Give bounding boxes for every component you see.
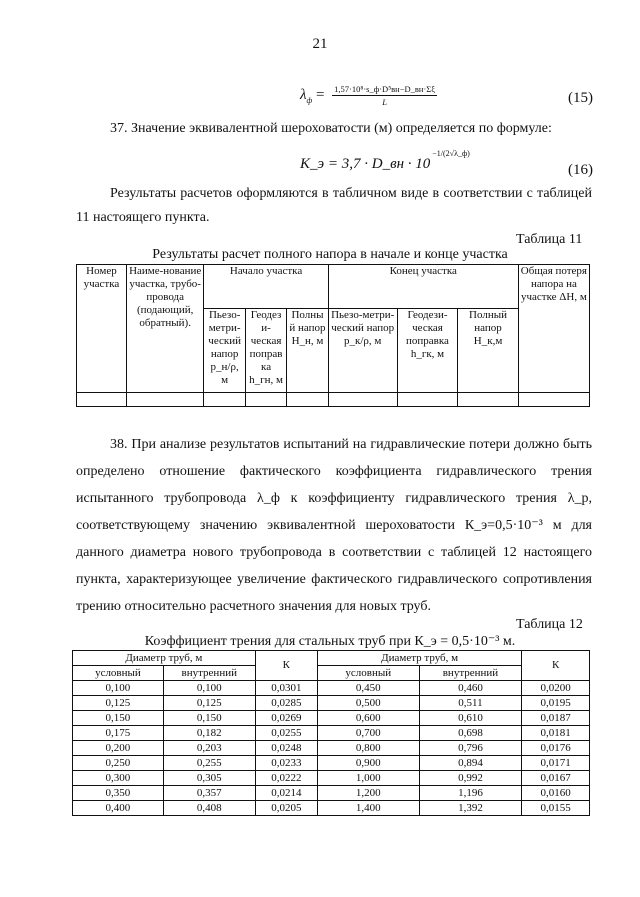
t11-start-piezo: Пьезо-метри-ческий напор p_н/ρ, м (204, 309, 245, 393)
table-cell: 0,357 (163, 786, 255, 801)
paragraph-38-line7: трению относительно расчетного значения для новых труб. (76, 599, 431, 614)
table-cell: 0,200 (73, 741, 164, 756)
t12-header-k-right: К (522, 651, 590, 681)
t11-header-number: Номер участка (77, 265, 127, 393)
t12-header-inner-right: внутренний (419, 666, 522, 681)
table-cell: 0,0167 (522, 771, 590, 786)
table-cell: 0,400 (73, 801, 164, 816)
t12-header-nominal-left: условный (73, 666, 164, 681)
t11-header-start: Начало участка (204, 265, 328, 309)
table-cell: 0,450 (317, 681, 419, 696)
table-12 (72, 650, 590, 816)
table-cell: 0,125 (163, 696, 255, 711)
t11-empty-row (77, 393, 590, 407)
table-row (73, 756, 590, 771)
table-cell: 0,408 (163, 801, 255, 816)
t12-header-nominal-right: условный (317, 666, 419, 681)
formula-15-lhs: λ (300, 86, 307, 103)
table-cell: 0,350 (73, 786, 164, 801)
table-cell: 0,0301 (255, 681, 317, 696)
t11-header-total: Общая потеря напора на участке ΔH, м (518, 265, 589, 393)
table-cell: 0,511 (419, 696, 522, 711)
table-cell: 0,610 (419, 711, 522, 726)
table-row (73, 726, 590, 741)
table-row (73, 696, 590, 711)
formula-15-numerator: 1,57·10⁸·s_ф·D⁵вн−D_вн·Σξ (334, 84, 436, 94)
t12-header-k-left: К (255, 651, 317, 681)
table-cell: 1,400 (317, 801, 419, 816)
page-number: 21 (312, 36, 328, 52)
formula-15-number: (15) (568, 90, 593, 106)
table-cell: 0,203 (163, 741, 255, 756)
table-cell: 1,196 (419, 786, 522, 801)
paragraph-38-line3: испытанного трубопровода λ_ф к коэффициенту гидравлического трения λ_р, (76, 491, 592, 506)
paragraph-38-line4: соответствующему значению эквивалентной шероховатости К_э=0,5·10⁻³ м для (76, 518, 592, 533)
paragraph-37: 37. Значение эквивалентной шероховатости (м) определяется по формуле: (110, 121, 552, 136)
table-cell: 0,0205 (255, 801, 317, 816)
table-cell: 1,392 (419, 801, 522, 816)
table-cell: 0,894 (419, 756, 522, 771)
table-cell: 0,0187 (522, 711, 590, 726)
t11-header-end: Конец участка (328, 265, 518, 309)
table-cell: 0,0160 (522, 786, 590, 801)
table-cell: 0,800 (317, 741, 419, 756)
table-cell: 0,992 (419, 771, 522, 786)
table-cell: 0,900 (317, 756, 419, 771)
table-cell: ф (306, 95, 313, 105)
table-cell: 0,0200 (522, 681, 590, 696)
table-cell: 0,0171 (522, 756, 590, 771)
paragraph-38-line2: определено отношение фактического коэффициента гидравлического трения (76, 464, 592, 479)
table-cell: 0,0255 (255, 726, 317, 741)
table-cell: 0,182 (163, 726, 255, 741)
formula-15-denominator: L (382, 97, 387, 107)
formula-16-number: (16) (568, 162, 593, 178)
formula-15-fraction (332, 84, 437, 107)
table-cell: 0,100 (73, 681, 164, 696)
t11-end-piezo: Пьезо-метри-ческий напор p_к/ρ, м (328, 309, 397, 393)
table-cell: 0,698 (419, 726, 522, 741)
t11-header-name: Наиме-нование участка, трубо-провода (подающий, обратный). (126, 265, 204, 393)
table-row (73, 801, 590, 816)
t11-start-full: Полны й напор H_н, м (287, 309, 328, 393)
table-cell: 0,300 (73, 771, 164, 786)
table-11-label: Таблица 11 (516, 232, 583, 247)
table-row (73, 681, 590, 696)
table-cell: 0,0155 (522, 801, 590, 816)
table-cell: 0,600 (317, 711, 419, 726)
table-cell: 0,175 (73, 726, 164, 741)
paragraph-38-line1: 38. При анализе результатов испытаний на гидравлические потери должно быть (110, 437, 592, 452)
table-row (73, 711, 590, 726)
paragraph-38-line6: пункта, характеризующее увеличение фактического гидравлического сопротивления (76, 572, 592, 587)
results-paragraph-line2: 11 настоящего пункта. (76, 210, 210, 225)
t12-header-diameter-left: Диаметр труб, м (73, 651, 256, 666)
table-cell: 0,796 (419, 741, 522, 756)
table-cell: 0,500 (317, 696, 419, 711)
t11-start-geo: Геодез и-ческая поправ ка h_гн, м (245, 309, 286, 393)
table-cell: 0,0285 (255, 696, 317, 711)
table-cell: 0,0181 (522, 726, 590, 741)
formula-15 (300, 84, 437, 107)
table-cell: 1,000 (317, 771, 419, 786)
table-11-caption: Результаты расчет полного напора в начале и конце участка (152, 247, 508, 262)
table-cell: 0,0222 (255, 771, 317, 786)
table-cell: 0,150 (73, 711, 164, 726)
table-cell: 0,250 (73, 756, 164, 771)
table-row (73, 741, 590, 756)
table-cell: 0,305 (163, 771, 255, 786)
table-cell: 0,0248 (255, 741, 317, 756)
table-12-caption: Коэффициент трения для стальных труб при К_э = 0,5·10⁻³ м. (144, 634, 516, 649)
formula-16-body: K_э = 3,7 · D_вн · 10 (300, 156, 431, 172)
results-paragraph-line1: Результаты расчетов оформляются в табличном виде в соответствии с таблицей (110, 186, 592, 201)
t11-end-geo: Геодези-ческая поправка h_гк, м (397, 309, 458, 393)
table-11 (76, 264, 590, 407)
table-cell: 0,0269 (255, 711, 317, 726)
table-cell: 0,255 (163, 756, 255, 771)
table-cell: 0,0195 (522, 696, 590, 711)
table-cell: 1,200 (317, 786, 419, 801)
table-cell: 0,100 (163, 681, 255, 696)
table-cell: 0,150 (163, 711, 255, 726)
table-cell: 0,700 (317, 726, 419, 741)
paragraph-38-line5: данного диаметра нового трубопровода в соответствии с таблицей 12 настоящего (76, 545, 592, 560)
t11-end-full: Полный напор H_к,м (458, 309, 519, 393)
table-cell: = (312, 86, 329, 103)
table-cell: 0,0214 (255, 786, 317, 801)
table-12-label: Таблица 12 (516, 617, 583, 632)
table-row (73, 771, 590, 786)
t12-header-diameter-right: Диаметр труб, м (317, 651, 521, 666)
table-cell: 0,0233 (255, 756, 317, 771)
table-cell: 0,0176 (522, 741, 590, 756)
formula-16-exponent: −1/(2√λ_ф) (432, 149, 470, 158)
table-cell: 0,125 (73, 696, 164, 711)
t12-header-inner-left: внутренний (163, 666, 255, 681)
table-cell: 0,460 (419, 681, 522, 696)
table-row (73, 786, 590, 801)
